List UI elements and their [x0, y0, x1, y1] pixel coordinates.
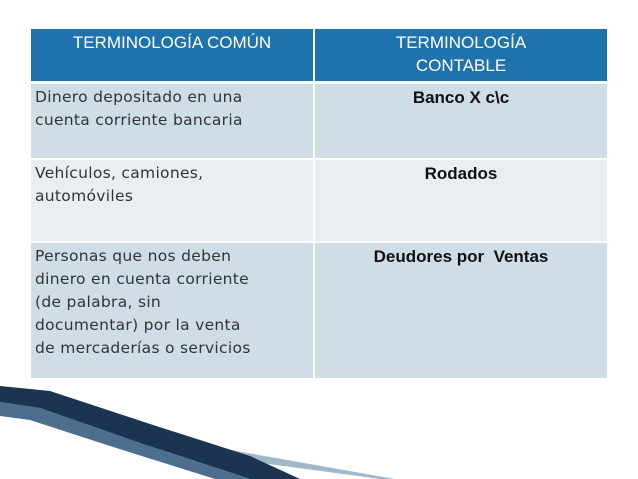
- cell-contable: [314, 82, 607, 159]
- header-contable-line2: CONTABLE: [415, 56, 507, 75]
- swoosh-mid-band: [0, 402, 250, 479]
- cell-common-line: cuenta corriente bancaria: [35, 110, 243, 129]
- cell-common-line: automóviles: [35, 187, 134, 205]
- terminology-table: [31, 29, 607, 380]
- cell-common-line: dinero en cuenta corriente: [35, 270, 249, 288]
- table-header-row: [31, 29, 607, 82]
- swoosh-dark-band: [0, 386, 300, 479]
- cell-common: [31, 242, 314, 379]
- table-row: [31, 159, 607, 242]
- cell-common-line: (de palabra, sin: [35, 293, 162, 311]
- cell-common: [31, 159, 314, 242]
- cell-common-line: de mercaderías o servicios: [35, 339, 251, 357]
- decorative-swoosh: [0, 386, 400, 479]
- header-common-label: TERMINOLOGÍA COMÚN: [72, 33, 272, 52]
- table-row: [31, 242, 607, 379]
- header-contable: [314, 29, 607, 82]
- header-common: [31, 29, 314, 82]
- cell-common-line: Vehículos, camiones,: [35, 164, 204, 182]
- cell-contable-label: Banco X c\c: [412, 87, 510, 107]
- cell-common-line: Personas que nos deben: [35, 247, 232, 265]
- cell-contable: [314, 159, 607, 242]
- header-contable-line1: TERMINOLOGÍA: [395, 33, 527, 52]
- cell-common: [31, 82, 314, 159]
- cell-contable-label: Rodados: [424, 164, 498, 183]
- cell-contable: [314, 242, 607, 379]
- cell-common-line: documentar) por la venta: [35, 316, 241, 334]
- table-row: [31, 82, 607, 159]
- cell-common-line: Dinero depositado en una: [35, 87, 243, 106]
- cell-contable-label: Deudores por Ventas: [373, 247, 549, 266]
